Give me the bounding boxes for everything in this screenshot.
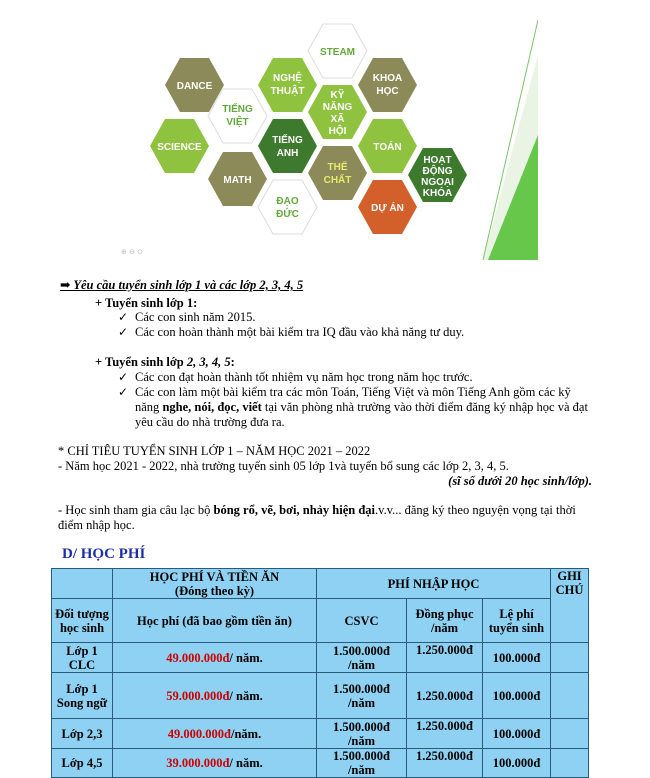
- table-subheader-row: [52, 599, 589, 643]
- svg-text:DANCE: DANCE: [176, 81, 213, 92]
- svg-text:ĐỘNG: ĐỘNG: [422, 166, 453, 177]
- grades-item-1: Các con đạt hoàn thành tốt nhiệm vụ năm học trong năm học trước.: [135, 370, 473, 384]
- clubs-line-2: điểm nhập học.: [58, 518, 135, 532]
- table-header-row: [52, 569, 589, 599]
- row-uniform: 1.250.000đ: [407, 719, 483, 749]
- svg-text:NĂNG: NĂNG: [322, 102, 353, 113]
- svg-text:HOẠT: HOẠT: [423, 155, 452, 166]
- row-fee: 39.000.000đ/ năm.: [113, 749, 317, 778]
- header-dong-phuc: Đồng phục /năm: [407, 599, 483, 643]
- grades-item-2-line-1: Các con làm một bài kiểm tra các môn Toán, Tiếng Việt và môn Tiếng Anh gồm các kỹ: [135, 385, 571, 399]
- header-phi-nhap-hoc: PHÍ NHẬP HỌC: [317, 569, 551, 599]
- image-zoom-controls[interactable]: ⊕ ⊖ ⊙: [121, 248, 144, 256]
- row-note: [551, 719, 589, 749]
- row-label: Lớp 4,5: [52, 749, 113, 778]
- row-csvc: 1.500.000đ /năm: [317, 719, 407, 749]
- header-le-phi: Lệ phí tuyển sinh: [483, 599, 551, 643]
- check-icon: ✓: [118, 310, 129, 324]
- row-admission: 100.000đ: [483, 749, 551, 778]
- svg-text:TIẾNG: TIẾNG: [222, 104, 253, 115]
- header-empty-cell: [52, 569, 113, 599]
- svg-text:DỰ ÁN: DỰ ÁN: [371, 203, 404, 214]
- svg-text:CHẤT: CHẤT: [323, 175, 352, 186]
- row-fee: 49.000.000đ/năm.: [113, 719, 317, 749]
- quota-heading: * CHỈ TIÊU TUYỂN SINH LỚP 1 – NĂM HỌC 2021 – 2022: [58, 444, 371, 458]
- header-doi-tuong: Đối tượng học sinh: [52, 599, 113, 643]
- row-uniform: 1.250.000đ: [407, 643, 483, 673]
- svg-text:THUẬT: THUẬT: [270, 86, 305, 97]
- svg-text:NGHỆ: NGHỆ: [273, 73, 302, 84]
- row-note: [551, 749, 589, 778]
- row-csvc: 1.500.000đ /năm: [317, 749, 407, 778]
- header-ghi-chu: GHI CHÚ: [551, 569, 589, 643]
- header-hoc-phi-sub: Học phí (đã bao gồm tiền ăn): [113, 599, 317, 643]
- svg-text:ĐẠO: ĐẠO: [276, 196, 299, 207]
- quota-note: (sĩ số dưới 20 học sinh/lớp).: [448, 474, 592, 488]
- svg-text:HỘI: HỘI: [328, 126, 347, 137]
- quota-line: - Năm học 2021 - 2022, nhà trường tuyển sinh 05 lớp 1và tuyển bổ sung các lớp 2, 3, 4, 5.: [58, 459, 509, 473]
- svg-text:KHÓA: KHÓA: [422, 188, 453, 199]
- grade1-item-1: Các con sinh năm 2015.: [135, 310, 256, 324]
- table-row: [52, 749, 589, 778]
- svg-text:TOÁN: TOÁN: [373, 142, 402, 153]
- row-note: [551, 643, 589, 673]
- header-hoc-phi: HỌC PHÍ VÀ TIỀN ĂN (Đóng theo kỳ): [113, 569, 317, 599]
- svg-text:KHOA: KHOA: [372, 73, 403, 84]
- clubs-line-1: - Học sinh tham gia câu lạc bộ bóng rổ, vẽ, bơi, nhảy hiện đại.v.v... đăng ký theo nguyện vọng tại thời: [58, 503, 576, 517]
- grades-item-2-line-3-text: yêu cầu do nhà trường đưa ra.: [135, 415, 285, 429]
- grade1-heading: + Tuyển sinh lớp 1:: [95, 296, 198, 310]
- row-fee: 59.000.000đ/ năm.: [113, 673, 317, 719]
- table-row: [52, 719, 589, 749]
- svg-text:XÃ: XÃ: [330, 114, 345, 125]
- header-csvc: CSVC: [317, 599, 407, 643]
- row-label: Lớp 1 CLC: [52, 643, 113, 673]
- row-note: [551, 673, 589, 719]
- requirements-title: ➡ Yêu cầu tuyển sinh lớp 1 và các lớp 2, 3, 4, 5: [60, 278, 304, 292]
- svg-text:MATH: MATH: [223, 175, 252, 186]
- row-admission: 100.000đ: [483, 719, 551, 749]
- check-icon: ✓: [118, 385, 129, 399]
- row-csvc: 1.500.000đ /năm: [317, 673, 407, 719]
- table-row: [52, 643, 589, 673]
- svg-text:SCIENCE: SCIENCE: [157, 142, 202, 153]
- svg-text:ANH: ANH: [276, 148, 299, 159]
- svg-text:NGOẠI: NGOẠI: [421, 177, 454, 188]
- row-admission: 100.000đ: [483, 673, 551, 719]
- grades-item-2-line-2: năng nghe, nói, đọc, viết tại văn phòng nhà trường vào thời điểm đăng ký nhập học và đạt: [135, 400, 588, 414]
- svg-text:ĐỨC: ĐỨC: [276, 209, 299, 220]
- svg-text:THỂ: THỂ: [327, 162, 348, 173]
- svg-text:STEAM: STEAM: [320, 47, 355, 58]
- row-uniform: 1.250.000đ: [407, 749, 483, 778]
- row-label: Lớp 2,3: [52, 719, 113, 749]
- svg-text:VIỆT: VIỆT: [226, 117, 249, 128]
- svg-text:KỸ: KỸ: [330, 90, 345, 101]
- check-icon: ✓: [118, 370, 129, 384]
- svg-text:TIẾNG: TIẾNG: [272, 135, 303, 146]
- grade1-item-2: Các con hoàn thành một bài kiểm tra IQ đầu vào khả năng tư duy.: [135, 325, 465, 339]
- check-icon: ✓: [118, 325, 129, 339]
- grades-2-5-heading: + Tuyển sinh lớp 2, 3, 4, 5:: [95, 355, 235, 369]
- row-fee: 49.000.000đ/ năm.: [113, 643, 317, 673]
- row-uniform: 1.250.000đ: [407, 673, 483, 719]
- row-label: Lớp 1 Song ngữ: [52, 673, 113, 719]
- row-csvc: 1.500.000đ /năm: [317, 643, 407, 673]
- fees-section-title: D/ HỌC PHÍ: [62, 546, 146, 562]
- fee-table: [51, 568, 589, 778]
- table-row: [52, 673, 589, 719]
- subjects-hexagon-banner: [123, 15, 538, 260]
- svg-text:HỌC: HỌC: [376, 86, 399, 97]
- row-admission: 100.000đ: [483, 643, 551, 673]
